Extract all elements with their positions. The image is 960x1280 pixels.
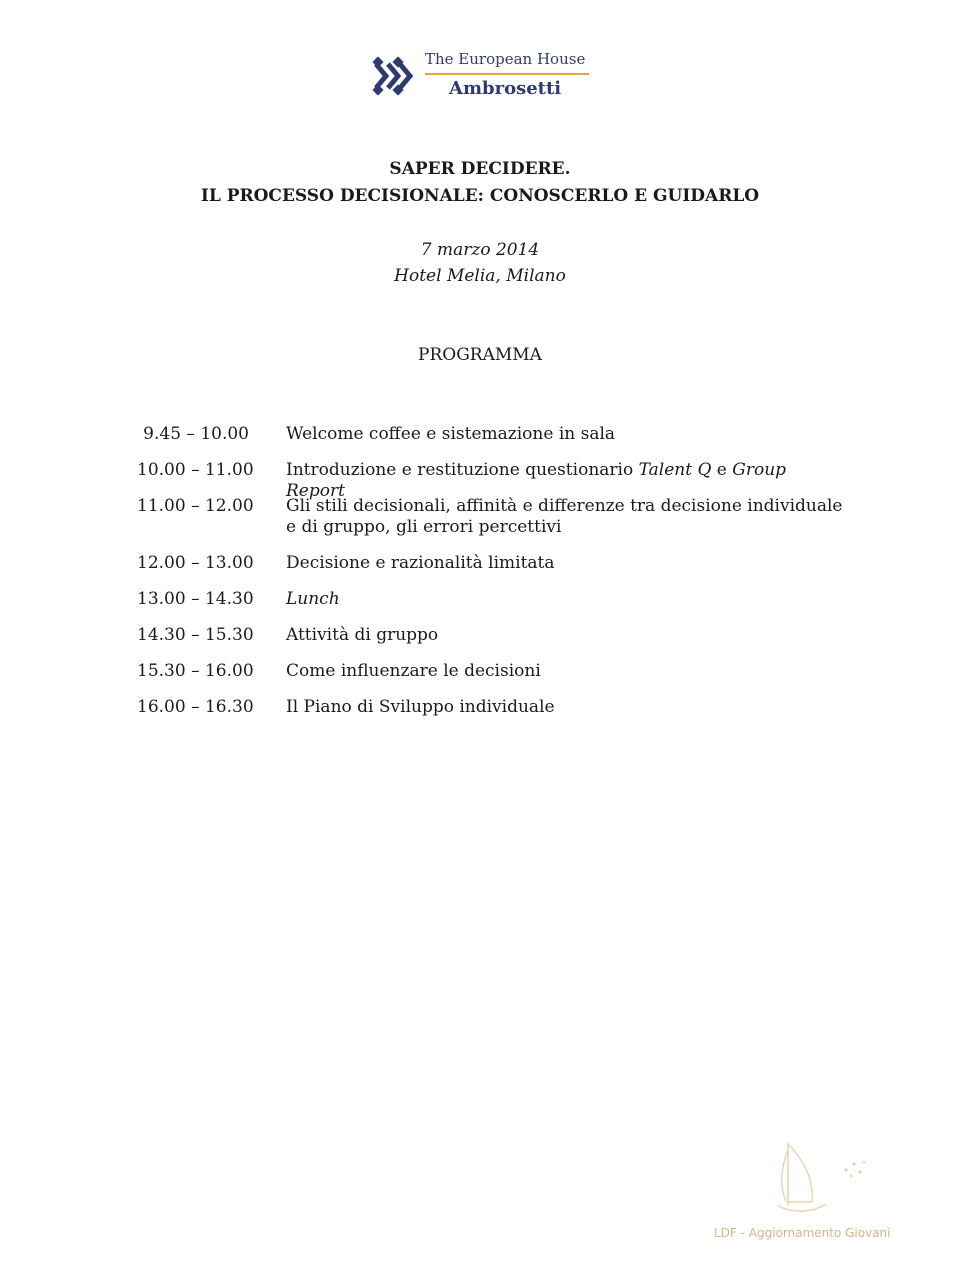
program-time: 11.00 – 12.00 <box>137 496 254 516</box>
program-heading: PROGRAMMA <box>418 345 542 365</box>
program-desc: Gli stili decisionali, affinità e differenze tra decisione individuale e di gruppo, gli errori percettivi <box>286 496 843 537</box>
ambrosetti-logo-icon <box>372 56 420 96</box>
event-date: 7 marzo 2014 <box>420 240 540 260</box>
program-desc-emphasis: Group Report <box>286 460 787 501</box>
program-time: 10.00 – 11.00 <box>137 460 254 480</box>
org-name-line2: Ambrosetti <box>449 78 562 99</box>
program-time: 12.00 – 13.00 <box>137 553 254 573</box>
program-desc: Attività di gruppo <box>286 625 439 645</box>
program-desc: Come influenzare le decisioni <box>286 661 541 681</box>
event-title-line2: IL PROCESSO DECISIONALE: CONOSCERLO E GUIDARLO <box>200 186 760 206</box>
event-title-line1: SAPER DECIDERE. <box>389 159 571 179</box>
program-desc-emphasis: Talent Q <box>638 460 712 480</box>
program-desc: Il Piano di Sviluppo individuale <box>286 697 555 717</box>
program-desc: Decisione e razionalità limitata <box>286 553 555 573</box>
program-time: 13.00 – 14.30 <box>137 589 254 609</box>
footer-brand <box>714 1140 914 1250</box>
program-desc-text: e <box>711 460 733 480</box>
event-title <box>0 156 960 210</box>
sailboat-icon <box>774 1140 874 1220</box>
org-name-line1: The European House <box>425 50 586 68</box>
footer-text: LDF - Aggiornamento Giovani <box>714 1226 891 1240</box>
ambrosetti-logo <box>372 50 602 102</box>
program-desc: Welcome coffee e sistemazione in sala <box>286 424 616 444</box>
event-meta <box>0 237 960 289</box>
program-time: 16.00 – 16.30 <box>137 697 254 717</box>
program-desc-text: Introduzione e restituzione questionario <box>286 460 639 480</box>
logo-divider <box>425 73 589 75</box>
program-desc: Lunch <box>286 589 340 609</box>
program-time: 9.45 – 10.00 <box>143 424 249 444</box>
event-location: Hotel Melia, Milano <box>394 266 566 286</box>
program-time: 15.30 – 16.00 <box>137 661 254 681</box>
program-time: 14.30 – 15.30 <box>137 625 254 645</box>
